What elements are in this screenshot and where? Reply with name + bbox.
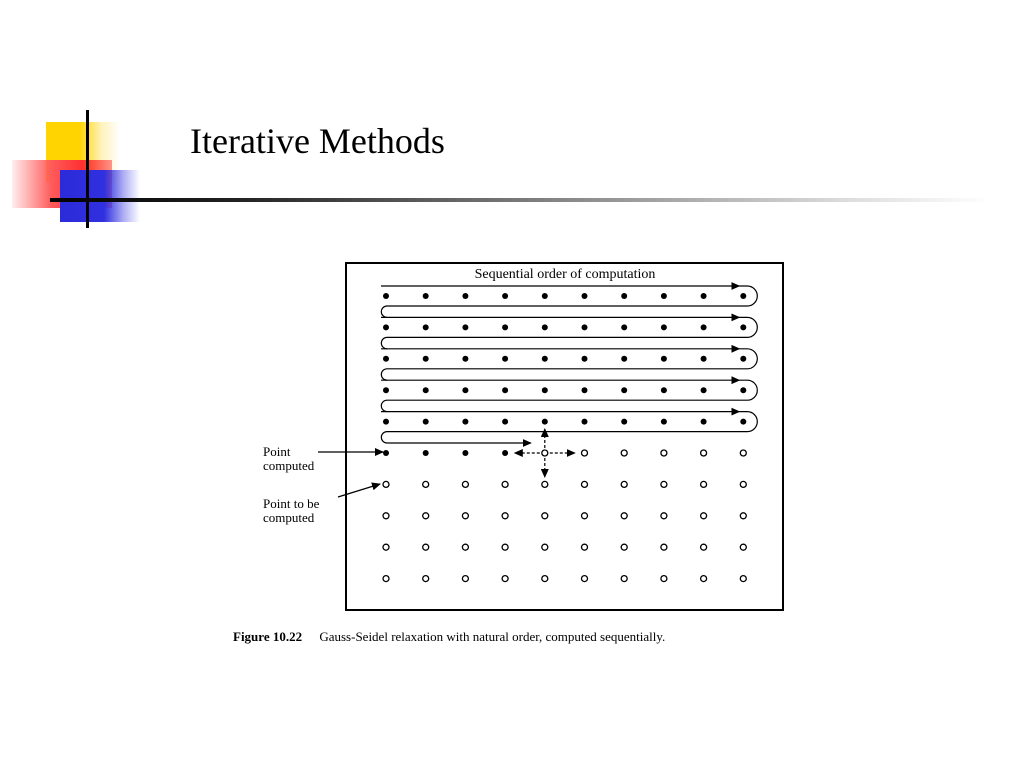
- computed-point: [701, 419, 707, 425]
- uncomputed-point: [502, 544, 508, 550]
- computed-point: [542, 324, 548, 330]
- label-point-computed-line1: Point: [263, 444, 291, 459]
- computed-point: [383, 356, 389, 362]
- computed-point: [502, 419, 508, 425]
- uncomputed-point: [740, 481, 746, 487]
- computed-point: [740, 419, 746, 425]
- path-left-turn: [381, 306, 387, 317]
- path-left-turn: [381, 432, 387, 443]
- uncomputed-point: [462, 544, 468, 550]
- caption-number: Figure 10.22: [233, 629, 303, 644]
- computed-point: [621, 293, 627, 299]
- computed-point: [661, 324, 667, 330]
- computed-point: [462, 293, 468, 299]
- computed-point: [582, 356, 588, 362]
- figure-header: Sequential order of computation: [474, 267, 656, 282]
- computed-point: [462, 356, 468, 362]
- computed-point: [661, 419, 667, 425]
- uncomputed-point: [740, 544, 746, 550]
- computed-point: [383, 324, 389, 330]
- computed-point: [582, 324, 588, 330]
- path-left-turn: [381, 400, 387, 411]
- uncomputed-point: [740, 450, 746, 456]
- uncomputed-point: [582, 544, 588, 550]
- uncomputed-point: [661, 481, 667, 487]
- uncomputed-point: [621, 513, 627, 519]
- computed-point: [661, 356, 667, 362]
- uncomputed-point: [582, 576, 588, 582]
- path-left-turn: [381, 369, 387, 380]
- uncomputed-point: [502, 576, 508, 582]
- computed-point: [383, 387, 389, 393]
- computed-point: [462, 419, 468, 425]
- uncomputed-point: [582, 481, 588, 487]
- uncomputed-point: [383, 576, 389, 582]
- computed-point: [740, 293, 746, 299]
- computed-point: [423, 387, 429, 393]
- computed-point: [542, 293, 548, 299]
- computed-point: [701, 293, 707, 299]
- uncomputed-point: [462, 481, 468, 487]
- grid-points: [383, 293, 746, 582]
- computed-point: [502, 356, 508, 362]
- uncomputed-point: [542, 544, 548, 550]
- point-to-be-computed-pointer: [338, 484, 380, 497]
- computed-point: [661, 387, 667, 393]
- computed-point: [502, 450, 508, 456]
- computed-point: [582, 293, 588, 299]
- computed-point: [502, 324, 508, 330]
- computed-point: [582, 387, 588, 393]
- computed-point: [740, 387, 746, 393]
- computed-point: [740, 356, 746, 362]
- computed-point: [701, 356, 707, 362]
- uncomputed-point: [740, 513, 746, 519]
- computed-point: [423, 356, 429, 362]
- uncomputed-point: [383, 544, 389, 550]
- label-point-to-be-computed-line2: computed: [263, 510, 315, 525]
- computed-point: [502, 387, 508, 393]
- label-point-computed-line2: computed: [263, 458, 315, 473]
- slide-title: Iterative Methods: [190, 121, 445, 161]
- computed-point: [542, 387, 548, 393]
- uncomputed-point: [621, 481, 627, 487]
- uncomputed-point: [621, 450, 627, 456]
- uncomputed-point: [542, 576, 548, 582]
- computed-point: [740, 324, 746, 330]
- uncomputed-point: [661, 544, 667, 550]
- uncomputed-point: [701, 576, 707, 582]
- computed-point: [621, 387, 627, 393]
- computed-point: [661, 293, 667, 299]
- computed-point: [621, 324, 627, 330]
- computed-point: [621, 356, 627, 362]
- uncomputed-point: [502, 513, 508, 519]
- uncomputed-point: [542, 481, 548, 487]
- uncomputed-point: [701, 513, 707, 519]
- computed-point: [502, 293, 508, 299]
- computed-point: [383, 450, 389, 456]
- figure-caption: [233, 629, 665, 644]
- computed-point: [582, 419, 588, 425]
- computation-order-path: [381, 286, 757, 443]
- uncomputed-point: [661, 513, 667, 519]
- computed-point: [462, 450, 468, 456]
- computed-point: [701, 387, 707, 393]
- computed-point: [423, 450, 429, 456]
- uncomputed-point: [621, 544, 627, 550]
- label-point-to-be-computed-line1: Point to be: [263, 496, 320, 511]
- computed-point: [423, 419, 429, 425]
- path-left-turn: [381, 337, 387, 348]
- computed-point: [462, 324, 468, 330]
- uncomputed-point: [423, 576, 429, 582]
- uncomputed-point: [383, 513, 389, 519]
- uncomputed-point: [462, 513, 468, 519]
- uncomputed-point: [661, 576, 667, 582]
- computed-point: [423, 293, 429, 299]
- uncomputed-point: [462, 576, 468, 582]
- uncomputed-point: [383, 481, 389, 487]
- uncomputed-point: [701, 544, 707, 550]
- figure-frame: [346, 263, 783, 610]
- uncomputed-point: [542, 513, 548, 519]
- computed-point: [701, 324, 707, 330]
- uncomputed-point: [621, 576, 627, 582]
- uncomputed-point: [582, 450, 588, 456]
- uncomputed-point: [701, 450, 707, 456]
- computed-point: [542, 419, 548, 425]
- computed-point: [462, 387, 468, 393]
- uncomputed-point: [582, 513, 588, 519]
- uncomputed-point: [423, 513, 429, 519]
- computed-point: [383, 419, 389, 425]
- computed-point: [621, 419, 627, 425]
- computed-point: [542, 356, 548, 362]
- uncomputed-point: [423, 481, 429, 487]
- uncomputed-point: [661, 450, 667, 456]
- computed-point: [383, 293, 389, 299]
- uncomputed-point: [502, 481, 508, 487]
- uncomputed-point: [423, 544, 429, 550]
- caption-text: Gauss-Seidel relaxation with natural order, computed sequentially.: [319, 629, 666, 644]
- uncomputed-point: [701, 481, 707, 487]
- uncomputed-point: [542, 450, 548, 456]
- computed-point: [423, 324, 429, 330]
- uncomputed-point: [740, 576, 746, 582]
